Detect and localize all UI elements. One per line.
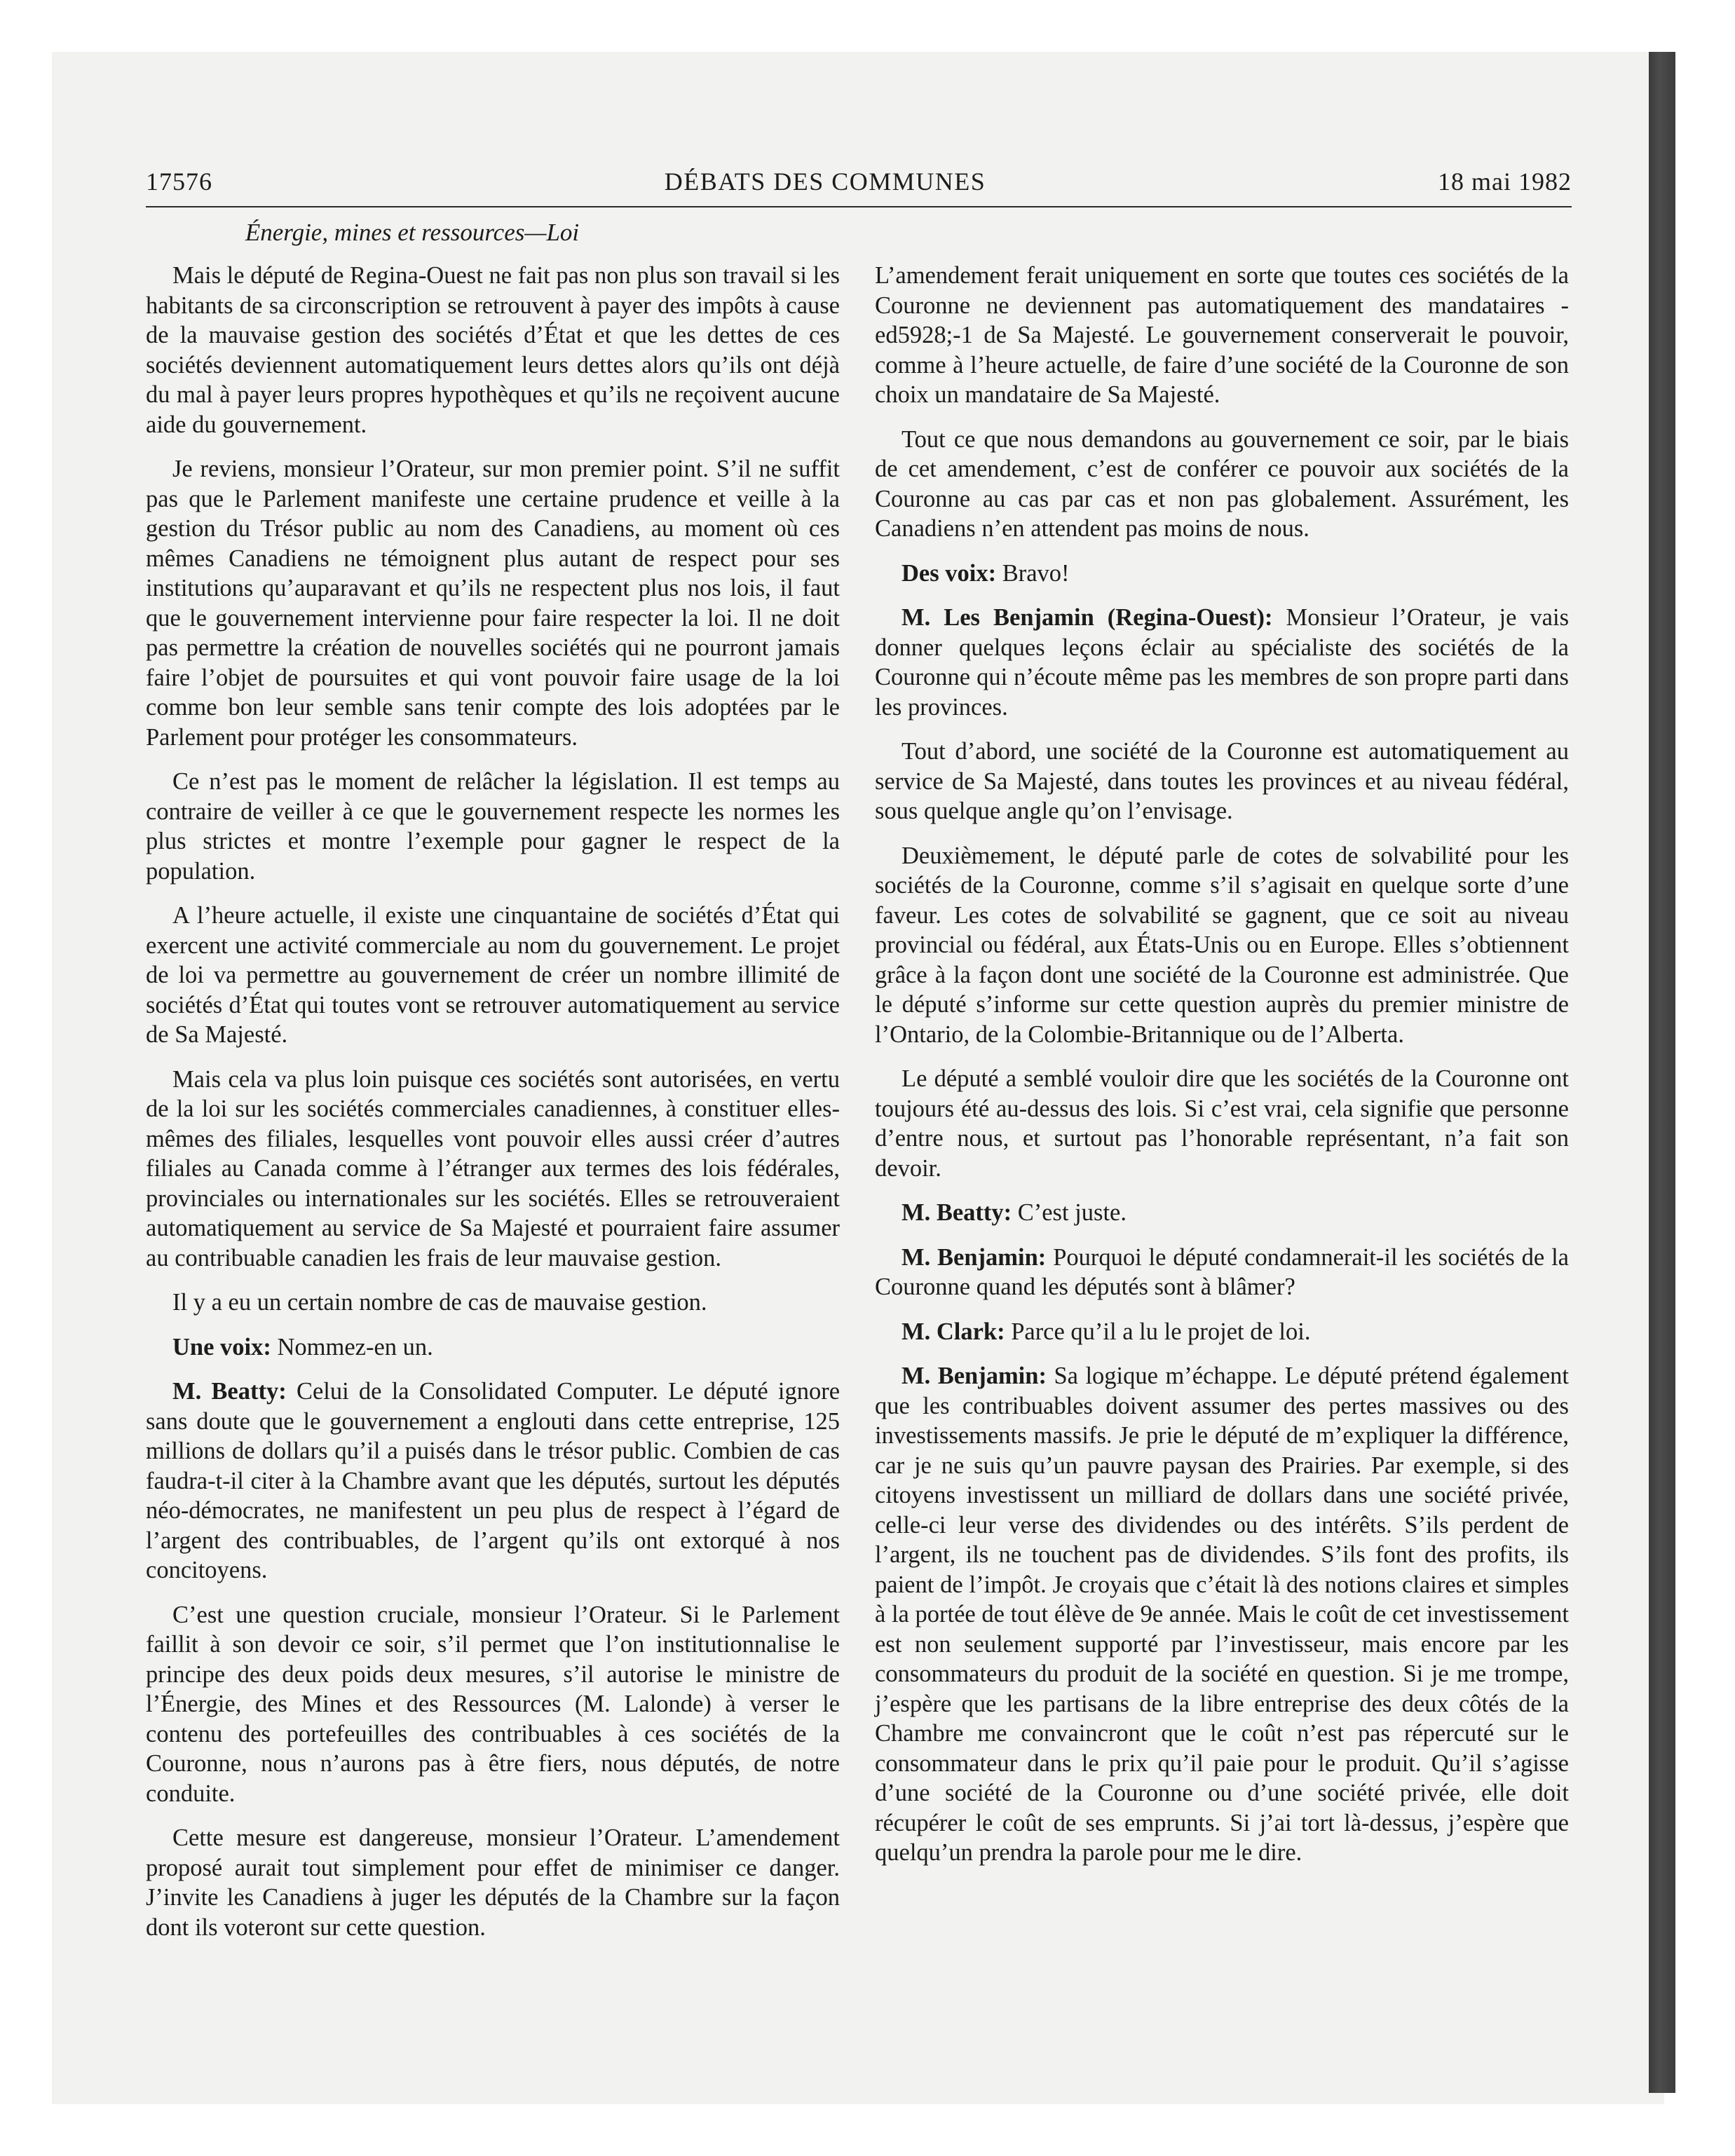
paragraph-text: A l’heure actuelle, il existe une cinquantaine de sociétés d’État qui exercent une activité commerciale au nom du gouvernement. Le projet de loi va permettre au gouvernement de créer un nombre illimité de sociétés d’État qui toutes vont se retrouver automatiquement au service de Sa Majesté. — [146, 902, 840, 1048]
paragraph — [146, 1600, 840, 1809]
speaker-name: M. Beatty: — [172, 1378, 287, 1405]
paragraph-text: C’est juste. — [1017, 1199, 1127, 1226]
left-column — [146, 261, 840, 1957]
paragraph — [875, 737, 1569, 826]
paragraph — [146, 1332, 840, 1363]
paragraph-text: Il y a eu un certain nombre de cas de mauvaise gestion. — [172, 1289, 707, 1316]
paragraph-text: Pourquoi le député condamnerait-il les sociétés de la Couronne quand les députés sont à blâmer? — [875, 1243, 1569, 1300]
speaker-name: M. Les Benjamin (Regina-Ouest): — [901, 604, 1273, 631]
speaker-name: M. Clark: — [901, 1318, 1005, 1345]
paragraph-text: Deuxièmement, le député parle de cotes de solvabilité pour les sociétés de la Couronne, comme s’il s’agisait en quelque sorte d’une faveur. Les cotes de solvabilité se gagnent, que ce soit au niveau provincial ou fédéral, aux États-Unis ou en Europe. Elles s’obtiennent grâce à la façon dont une société de la Couronne est administrée. Que le député s’informe sur cette question auprès du premier ministre de l’Ontario, de la Colombie-Britannique ou de l’Alberta. — [875, 842, 1569, 1048]
publication-title: DÉBATS DES COMMUNES — [664, 168, 986, 196]
paragraph — [146, 1065, 840, 1274]
paragraph-text: Celui de la Consolidated Computer. Le député ignore sans doute que le gouvernement a englouti dans cette entreprise, 125 millions de dollars qu’il a puisés dans le trésor public. Combien de cas faudra-t-il citer à la Chambre avant que les députés, surtout les députés néo-démocrates, ne manifestent un peu plus de respect à l’égard de l’argent des contribuables, de l’argent qu’ils ont extorqué à nos concitoyens. — [146, 1378, 841, 1583]
paragraph — [146, 454, 840, 752]
paragraph — [875, 1361, 1569, 1868]
paragraph-text: Tout ce que nous demandons au gouvernement ce soir, par le biais de cet amendement, c’est de conférer ce pouvoir aux sociétés de la Couronne au cas par cas et non pas globalement. Assurément, les Canadiens n’en attendent pas moins de nous. — [875, 425, 1569, 542]
paragraph-text: Nommez-en un. — [277, 1333, 433, 1360]
speaker-name: Des voix: — [901, 559, 997, 587]
paragraph-text: Le député a semblé vouloir dire que les sociétés de la Couronne ont toujours été au-dessus des lois. Si c’est vrai, cela signifie que personne d’entre nous, et surtout pas l’honorable représentant, n’a fait son devoir. — [875, 1065, 1569, 1182]
running-header — [146, 167, 1572, 207]
scan-edge-shadow — [1649, 52, 1675, 2093]
speaker-name: Une voix: — [172, 1333, 271, 1360]
page-date: 18 mai 1982 — [1438, 168, 1572, 196]
paragraph — [875, 1064, 1569, 1183]
speaker-name: M. Benjamin: — [901, 1243, 1047, 1271]
paragraph — [146, 1288, 840, 1318]
paragraph — [875, 841, 1569, 1050]
paragraph-text: Cette mesure est dangereuse, monsieur l’Orateur. L’amendement proposé aurait tout simplement pour effet de minimiser ce danger. J’invite les Canadiens à juger les députés de la Chambre sur la façon dont ils voteront sur cette question. — [146, 1824, 840, 1941]
paragraph — [875, 261, 1569, 410]
speaker-name: M. Benjamin: — [901, 1363, 1047, 1389]
paragraph — [146, 261, 840, 439]
paragraph-text: Mais cela va plus loin puisque ces sociétés sont autorisées, en vertu de la loi sur les sociétés commerciales canadiennes, à constituer elles-mêmes des filiales, lesquelles vont pouvoir elles aussi créer d’autres filiales au Canada comme à l’étranger aux termes des lois fédérales, provinciales ou internationales sur les sociétés. Elles se retrouveraient automatiquement au service de Sa Majesté et pourraient faire assumer au contribuable canadien les frais de leur mauvaise gestion. — [146, 1065, 840, 1271]
paragraph-text: L’amendement ferait uniquement en sorte que toutes ces sociétés de la Couronne ne deviennent pas automatiquement des mandataires -ed5928;-1 de Sa Majesté. Le gouvernement conserverait le pouvoir, comme à l’heure actuelle, de faire d’une société de la Couronne de son choix un mandataire de Sa Majesté. — [875, 262, 1569, 408]
paragraph-text: Monsieur l’Orateur, je vais donner quelques leçons éclair au spécialiste des sociétés de la Couronne qui n’écoute même pas les membres de son propre parti dans les provinces. — [875, 604, 1569, 721]
paragraph-text: Sa logique m’échappe. Le député prétend également que les contribuables doivent assumer des pertes massives ou des investissements massifs. Je prie le député de m’expliquer la différence, car je ne suis qu’un pauvre paysan des Prairies. Par exemple, si des citoyens investissent un milliard de dollars dans une société privée, celle-ci leur verse des dividendes ou des intérêts. S’ils perdent de l’argent, ils ne touchent pas de dividendes. S’ils font des profits, ils paient de l’impôt. Je croyais que c’était là des notions claires et simples à la portée de tout élève de 9e année. Mais le coût de cet investissement est non seulement supporté par l’investisseur, mais encore par les consommateurs du produit de la société en question. Si je me trompe, j’espère que les partisans de la libre entreprise des deux côtés de la Chambre me convaincront que le coût n’est pas répercuté sur le consommateur dans le prix qu’il paie pour le produit. Qu’il s’agisse d’une société de la Couronne ou d’une société privée, elle doit récupérer le coût de ses emprunts. Si j’ai tort là-dessus, j’espère que quelqu’un prendra la parole pour me le dire. — [875, 1363, 1569, 1866]
paragraph — [875, 603, 1569, 722]
paragraph — [875, 425, 1569, 544]
paragraph-text: Tout d’abord, une société de la Couronne est automatiquement au service de Sa Majesté, dans toutes les provinces et au niveau fédéral, sous quelque angle qu’on l’envisage. — [875, 738, 1569, 824]
paragraph-text: Ce n’est pas le moment de relâcher la législation. Il est temps au contraire de veiller à ce que le gouvernement respecte les normes les plus strictes et montre l’exemple pour gagner le respect de la population. — [146, 768, 840, 885]
paragraph — [875, 1243, 1569, 1302]
page-number: 17576 — [146, 168, 212, 196]
paragraph — [875, 1198, 1569, 1228]
section-title: Énergie, mines et ressources—Loi — [245, 219, 580, 246]
paragraph-text: Parce qu’il a lu le projet de loi. — [1011, 1318, 1311, 1345]
paragraph — [146, 901, 840, 1050]
paragraph-text: C’est une question cruciale, monsieur l’Orateur. Si le Parlement faillit à son devoir ce soir, s’il permet que l’on institutionnalise le principe des deux poids deux mesures, s’il autorise le ministre de l’Énergie, des Mines et des Ressources (M. Lalonde) à verser le contenu des portefeuilles des contribuables à ces sociétés de la Couronne, nous n’aurons pas à être fiers, nous députés, de notre conduite. — [146, 1601, 840, 1807]
paragraph — [146, 1823, 840, 1942]
paragraph — [146, 767, 840, 886]
paragraph — [146, 1377, 840, 1585]
paragraph-text: Mais le député de Regina-Ouest ne fait pas non plus son travail si les habitants de sa circonscription se retrouvent à payer des impôts à cause de la mauvaise gestion des sociétés d’État et que les dettes de ces sociétés deviennent automatiquement leurs dettes alors qu’ils ont déjà du mal à payer leurs propres hypothèques et qu’ils ne reçoivent aucune aide du gouvernement. — [146, 262, 840, 438]
paragraph-text: Bravo! — [1002, 559, 1070, 587]
right-column — [875, 261, 1569, 1883]
paragraph — [875, 559, 1569, 589]
speaker-name: M. Beatty: — [901, 1199, 1012, 1226]
paragraph — [875, 1317, 1569, 1347]
paragraph-text: Je reviens, monsieur l’Orateur, sur mon premier point. S’il ne suffit pas que le Parlement manifeste une certaine prudence et veille à la gestion du Trésor public au nom des Canadiens, au moment où ces mêmes Canadiens ne témoignent plus autant de respect pour ses institutions qu’auparavant et qu’ils ne respectent plus nos lois, il faut que le gouvernement intervienne pour faire respecter la loi. Il ne doit pas permettre la création de nouvelles sociétés qui ne pourront jamais faire l’objet de poursuites et qui vont pouvoir faire usage de la loi comme bon leur semble sans tenir compte des lois adoptées par le Parlement pour protéger les consommateurs. — [146, 456, 840, 751]
